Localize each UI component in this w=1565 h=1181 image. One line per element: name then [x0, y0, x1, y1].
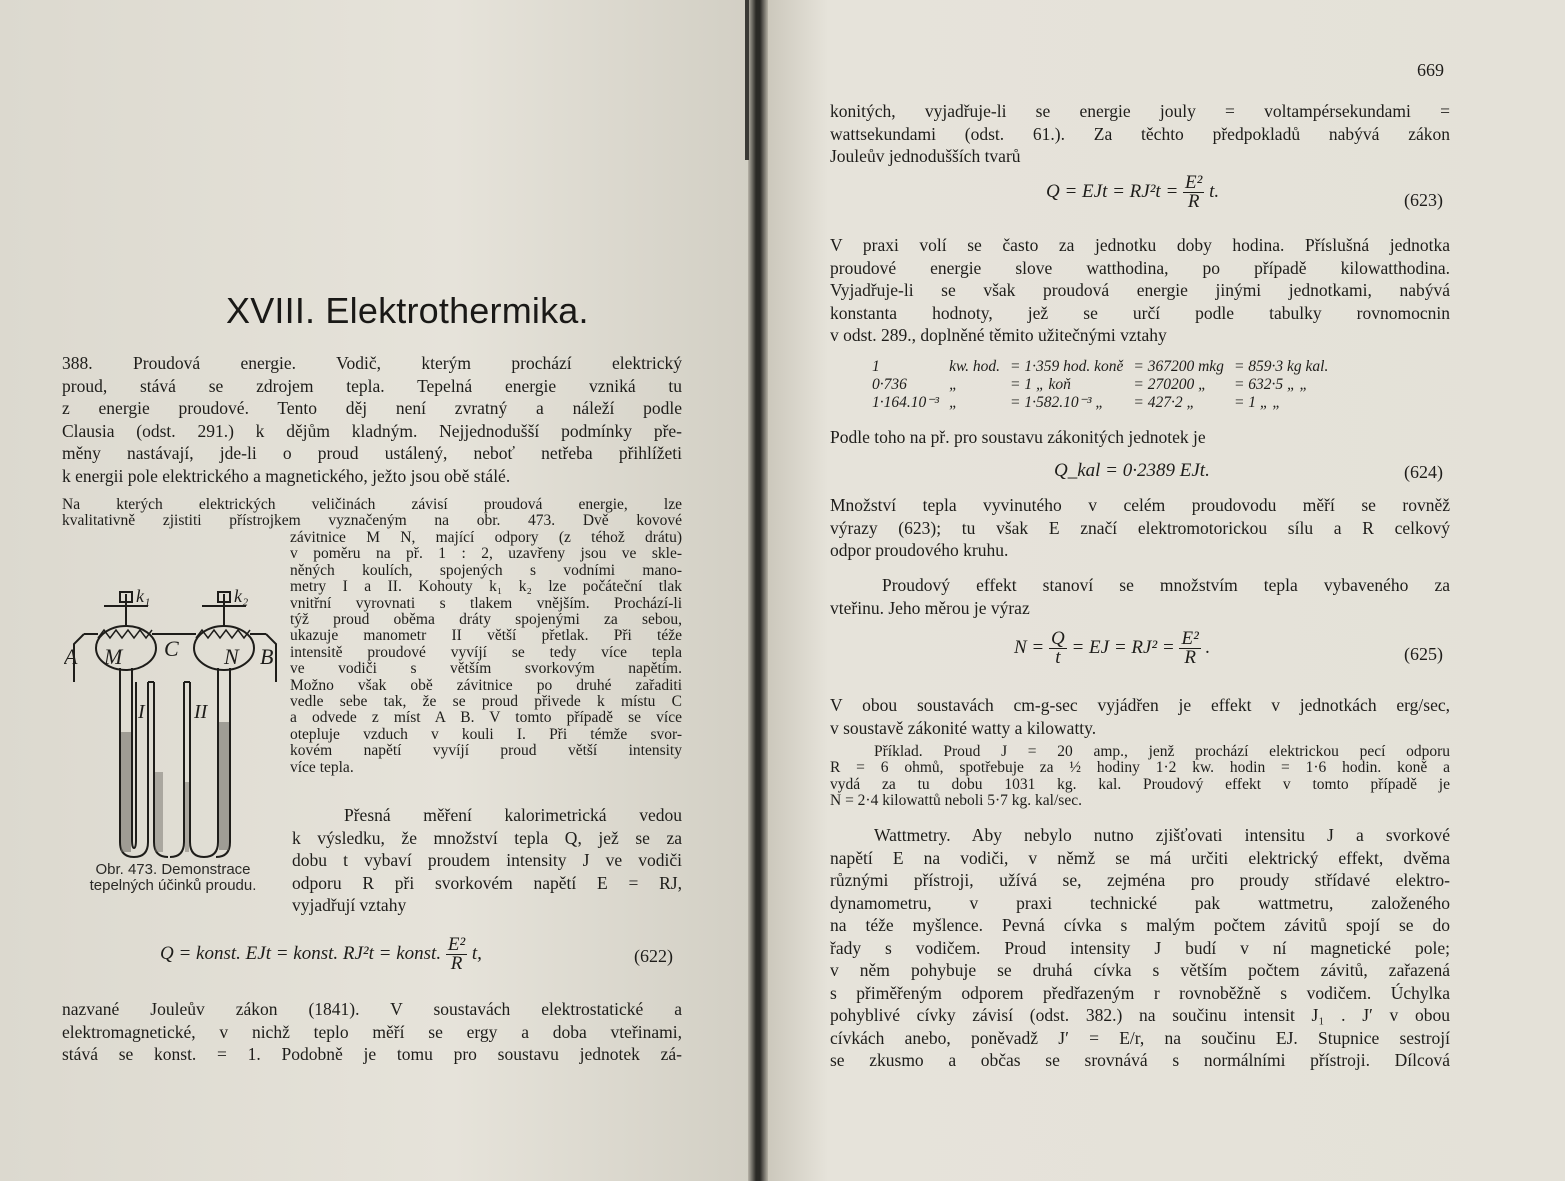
- para-624-intro: [830, 426, 1450, 449]
- label-II: II: [194, 701, 208, 723]
- right-page: [764, 0, 1565, 1181]
- table-row: [872, 358, 1338, 376]
- label-M: M: [104, 644, 123, 669]
- equation-tail: t,: [471, 942, 482, 964]
- small-text-line: závitnice M N, mající odpory (z téhož drátu): [290, 529, 682, 546]
- denominator: t: [1055, 647, 1061, 668]
- text-line: s přiměřeným odporem předřazeným r rovnoběžně s vodičem. Úchylka: [830, 982, 1450, 1003]
- text-line: výrazy (623); tu však E značí elektromotorickou sílu a R celkový: [830, 517, 1450, 538]
- equation-number-624: (624): [1404, 462, 1443, 482]
- small-wrap-text: [290, 530, 682, 776]
- text-line: wattsekundami (odst. 61.). Za těchto předpokladů nabývá zákon: [830, 123, 1450, 144]
- text-line: V obou soustavách cm-g-sec vyjádřen je effekt v jednotkách erg/sec,: [830, 695, 1450, 715]
- book-gutter: [748, 0, 768, 1181]
- equation-tail: .: [1205, 636, 1211, 658]
- chapter-title: XVIII. Elektrothermika.: [226, 290, 589, 331]
- text-line: pohyblivé cívky závisí (odst. 382.) na součinu intensit J₁ . J′ v obou: [830, 1005, 1450, 1025]
- table-cell: = 859·3 kg kal.: [1233, 358, 1329, 375]
- text-line: elektromagnetické, v nichž teplo měří se ergy a doba vteřinami,: [62, 1021, 682, 1042]
- denominator: R: [1184, 647, 1196, 668]
- fraction: [1183, 174, 1204, 211]
- text-line: proud, stává se zdrojem tepla. Tepelná energie vzniká tu: [62, 375, 682, 396]
- page-number: 669: [1417, 60, 1444, 80]
- fraction: [1179, 630, 1200, 667]
- text-line: v soustavě zákonité watty a kilowatty.: [830, 717, 1097, 738]
- table-cell: = 632·5 „ „: [1233, 376, 1309, 393]
- figure-caption: [62, 862, 284, 894]
- table-row: [872, 394, 1338, 412]
- table-cell: = 270200 „: [1133, 376, 1207, 393]
- label-I: I: [138, 701, 145, 723]
- text-line: se zkusmo a občas se srovnává s normálními přístroji. Dílcová: [830, 1050, 1450, 1070]
- label-C: C: [164, 636, 179, 661]
- text-line: nazvané Jouleův zákon (1841). V soustavách elektrostatické a: [62, 999, 682, 1019]
- text-line: Wattmetry. Aby nebylo nutno zjišťovati intensitu J a svorkové: [874, 825, 1450, 845]
- text-line: stává se konst. = 1. Podobně je tomu pro soustavu jednotek zá-: [62, 1044, 682, 1064]
- numerator: E²: [1181, 628, 1199, 649]
- small-text-line: vedle sebe tak, že se proud přivede k místu C: [290, 693, 682, 711]
- text-line: 388. Proudová energie. Vodič, kterým prochází elektrický: [62, 353, 682, 373]
- label-k1: k₁: [136, 586, 151, 606]
- table-cell: = 427·2 „: [1133, 394, 1196, 411]
- wattmeter-paragraph: [830, 824, 1450, 1072]
- effect-paragraph: [830, 574, 1450, 619]
- fraction: [1049, 630, 1067, 667]
- text-line: řady s vodičem. Proud intensity J budí v ní magnetické pole;: [830, 937, 1450, 958]
- numerator: E²: [1185, 172, 1203, 193]
- small-text-line: N = 2·4 kilowattů neboli 5·7 kg. kal/sec.: [830, 792, 1082, 810]
- equation-number-625: (625): [1404, 644, 1443, 664]
- units-paragraph: [830, 694, 1450, 739]
- small-text-line: intensitě proudové vyvíjí se tedy více tepla: [290, 643, 682, 661]
- label-B: B: [260, 644, 274, 669]
- equation-lhs: Q = EJt = RJ²t =: [1046, 180, 1179, 202]
- equation-tail: t.: [1209, 180, 1220, 202]
- text-line: dynamometru, v praxi technické pak wattmetru, založeného: [830, 892, 1450, 913]
- text-line: vteřinu. Jeho měrou je výraz: [830, 597, 1030, 618]
- table-cell: „: [949, 394, 958, 411]
- small-text-line: něných koulích, spojených s vodními mano-: [290, 561, 682, 579]
- small-text-line: ukazuje manometr II větší přetlak. Při téže: [290, 627, 682, 645]
- text-line: k energii pole elektrického a magnetického, ježto jsou obě stálé.: [62, 465, 511, 486]
- section-388: [62, 352, 682, 487]
- small-text-line: R = 6 ohmů, spotřebuje za ½ hodiny 1·2 kw. hodin = 1·6 hodin. koně a: [830, 759, 1450, 777]
- equation-622: [160, 936, 482, 973]
- text-line: v něm pohybuje se druhá cívka s větším počtem závitů, zařazená: [830, 960, 1450, 980]
- numerator: Q: [1051, 628, 1065, 649]
- fraction: [446, 936, 467, 973]
- small-intro: [62, 497, 682, 530]
- caption-line: Obr. 473. Demonstrace: [95, 861, 251, 878]
- text-line: Jouleův jednodušších tvarů: [830, 146, 1021, 166]
- wrap-body-text: [292, 804, 682, 917]
- text-line: konstanta hodnoty, jež se určí podle tabulky rovnomocnin: [830, 302, 1450, 323]
- small-text-line: Na kterých elektrických veličinách závisí proudová energie, lze: [62, 496, 682, 513]
- whole-circuit-paragraph: [830, 494, 1450, 562]
- table-cell: 1·164.10⁻³: [872, 394, 940, 411]
- small-text-line: v poměru na př. 1 : 2, uzavřeny jsou ve skle-: [290, 545, 682, 563]
- small-text-line: více tepla.: [290, 758, 354, 776]
- small-text-line: otepluje vzduch v kouli I. Při témže svor-: [290, 725, 682, 743]
- example-paragraph: [830, 744, 1450, 810]
- table-cell: = 1 „ koň: [1010, 376, 1071, 393]
- small-text-line: a odvede z míst A B. V tomto případě se více: [290, 709, 682, 727]
- small-text-line: metry I a II. Kohouty k₁ k₂ lze počáteční tlak: [290, 578, 682, 596]
- table-cell: „: [949, 376, 958, 393]
- equation-number-622: (622): [634, 946, 673, 966]
- text-line: V praxi volí se často za jednotku doby hodina. Příslušná jednotka: [830, 235, 1450, 255]
- conversion-table: [872, 358, 1338, 412]
- text-line: vyjadřují vztahy: [292, 895, 407, 915]
- numerator: E²: [447, 934, 466, 955]
- caption-line: tepelných účinků proudu.: [89, 877, 257, 894]
- equation-625: [1014, 630, 1210, 667]
- table-cell: = 367200 mkg: [1133, 358, 1224, 375]
- intro-paragraph: [830, 100, 1450, 168]
- label-A: A: [64, 644, 78, 669]
- label-N: N: [224, 644, 239, 669]
- hour-paragraph: [830, 234, 1450, 347]
- text-line: konitých, vyjadřuje-li se energie jouly = voltampérsekundami =: [830, 101, 1450, 121]
- table-cell: = 1·582.10⁻³ „: [1010, 394, 1104, 411]
- equation-number-623: (623): [1404, 190, 1443, 210]
- text-line: Proudový effekt stanoví se množstvím tepla vybaveného za: [882, 575, 1450, 595]
- small-text-line: kvalitativně zjistiti přístrojkem vyznačeným na obr. 473. Dvě kovové: [62, 512, 682, 530]
- text-line: odporu R při svorkovém napětí E = RJ,: [292, 872, 682, 893]
- equation-623: [1046, 174, 1219, 211]
- equation-624: Q_kal = 0·2389 EJt.: [1054, 460, 1210, 481]
- denominator: R: [450, 953, 463, 974]
- table-row: [872, 376, 1338, 394]
- text-line: Vyjadřuje-li se však proudová energie jinými jednotkami, nabývá: [830, 280, 1450, 300]
- small-text-line: týž proud oběma dráty spojenými za sebou,: [290, 611, 682, 629]
- equation-lhs: Q = konst. EJt = konst. RJ²t = konst.: [160, 942, 442, 964]
- closing-paragraph: [62, 998, 682, 1066]
- left-page: [0, 0, 754, 1181]
- text-line: Clausia (odst. 291.) k dějům kladným. Nejjednodušší podmínky pře-: [62, 420, 682, 441]
- table-cell: = 1 „ „: [1233, 394, 1282, 411]
- text-line: na téže myšlence. Pevná cívka s malým počtem závitů spojí se do: [830, 915, 1450, 935]
- text-line: různými přístroji, užívá se, zejména pro proudy střídavé elektro-: [830, 870, 1450, 890]
- text-line: Podle toho na př. pro soustavu zákonitých jednotek je: [830, 427, 1206, 447]
- table-cell: 1: [872, 358, 880, 375]
- small-text-line: vnitřní vyrovnati s tlakem vnějším. Prochází-li: [290, 594, 682, 612]
- text-line: měny nastávají, jde-li o proud ustálený, neboť netřeba přihlížeti: [62, 443, 682, 463]
- figure-473-apparatus: [64, 572, 286, 862]
- small-text-line: kovém napětí vyvíjí proud větší intensity: [290, 742, 682, 760]
- denominator: R: [1187, 191, 1200, 212]
- small-text-line: vydá za tu dobu 1031 kg. kal. Proudový effekt v tomto případě je: [830, 775, 1450, 793]
- text-line: proudové energie slove watthodina, po případě kilowatthodina.: [830, 257, 1450, 278]
- small-text-line: Možno však obě závitnice po druhé zařaditi: [290, 676, 682, 694]
- text-line: napětí E na vodiči, v němž se má určiti elektrický effekt, dvěma: [830, 847, 1450, 868]
- text-line: cívkách anebo, poněvadž J′ = E/r, na součinu EJ. Stupnice sestrojí: [830, 1027, 1450, 1048]
- table-cell: = 1·359 hod. koně: [1010, 358, 1124, 375]
- equation-lhs: N =: [1014, 636, 1045, 658]
- text-line: k výsledku, že množství tepla Q, jež se za: [292, 827, 682, 848]
- text-line: z energie proudové. Tento děj není zvratný a náleží podle: [62, 398, 682, 418]
- text-line: v odst. 289., doplněné těmito užitečnými vztahy: [830, 325, 1167, 345]
- table-cell: kw. hod.: [949, 358, 1001, 375]
- text-line: Přesná měření kalorimetrická vedou: [344, 805, 682, 825]
- table-cell: 0·736: [872, 376, 907, 393]
- label-k2: k₂: [234, 586, 249, 606]
- small-text-line: ve vodiči s větším svorkovým napětím.: [290, 660, 682, 678]
- text-line: dobu t vybaví proudem intensity J ve vodiči: [292, 850, 682, 870]
- small-text-line: Příklad. Proud J = 20 amp., jenž prochází elektrickou pecí odporu: [874, 743, 1450, 760]
- text-line: odpor proudového kruhu.: [830, 540, 1009, 560]
- text-line: Množství tepla vyvinutého v celém proudovodu měří se rovněž: [830, 495, 1450, 515]
- equation-middle: = EJ = RJ² =: [1071, 636, 1175, 658]
- gutter-shadow: [745, 0, 749, 160]
